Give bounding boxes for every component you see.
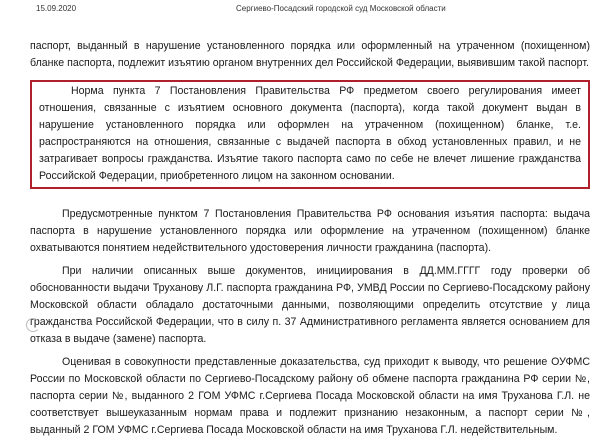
page-header [36, 4, 580, 18]
paragraph-conclusion: Оценивая в совокупности представленные доказательства, суд приходит к выводу, что решение ОУФМС России по Московской области по Сергиево-Посадскому району об обмене паспорта гражданина РФ серии №, паспорта серии №, выданного 2 ГОМ УФМС г.Сергиева Посада Московской области на имя Труханова Г.Л. не соответствует вышеуказанным нормам права и подлежит признанию незаконным, а паспорт серии №, выданный 2 ГОМ УФМС г.Сергиева Посада Московской области на имя Труханова Г.Л. недействительным. [30, 356, 590, 436]
paragraph-highlighted: Норма пункта 7 Постановления Правительства РФ предметом своего регулирования имеет отношения, связанные с изъятием основного документа (паспорта), когда такой документ выдан в нарушение установленного порядка или оформлен на утраченном (похищенном) бланке, т.е. распространяются на отношения, связанные с выдачей паспорта в обход установленных правил, и не затрагивает вопросы гражданства. Изъятие такого паспорта само по себе не влечет лишение гражданства Российской Федерации, приобретенного лицом на законном основании. [39, 85, 581, 182]
header-court-name: Сергиево-Посадский городской суд Московской области [236, 4, 446, 13]
paragraph-spacer [30, 198, 590, 206]
header-date: 15.09.2020 [36, 4, 77, 13]
document-body [30, 38, 590, 445]
paragraph-grounds: Предусмотренные пунктом 7 Постановления Правительства РФ основания изъятия паспорта: выдача паспорта в нарушение установленного порядка или оформление на утраченном (похищенном) бланке охватываются понятием недействительного удостоверения личности гражданина (паспорта). [30, 208, 590, 254]
paragraph-documents: При наличии описанных выше документов, инициирования в ДД.ММ.ГГГГ году проверки об обоснованности выдачи Труханову Л.Г. паспорта гражданина РФ, УМВД России по Сергиево-Посадскому району Московской области обладало достаточными данными, позволяющими определить отсутствие у лица гражданства Российской Федерации, что в силу п. 37 Административного регламента является основанием для отказа в выдаче (замене) паспорта. [30, 265, 590, 345]
paragraph-continuation: паспорт, выданный в нарушение установленного порядка или оформленный на утраченном (похищенном) бланке паспорта, подлежит изъятию органом внутренних дел Российской Федерации, выявившим такой паспорт. [30, 40, 590, 69]
highlighted-paragraph-box [30, 80, 590, 189]
loading-spinner-icon [26, 318, 40, 332]
